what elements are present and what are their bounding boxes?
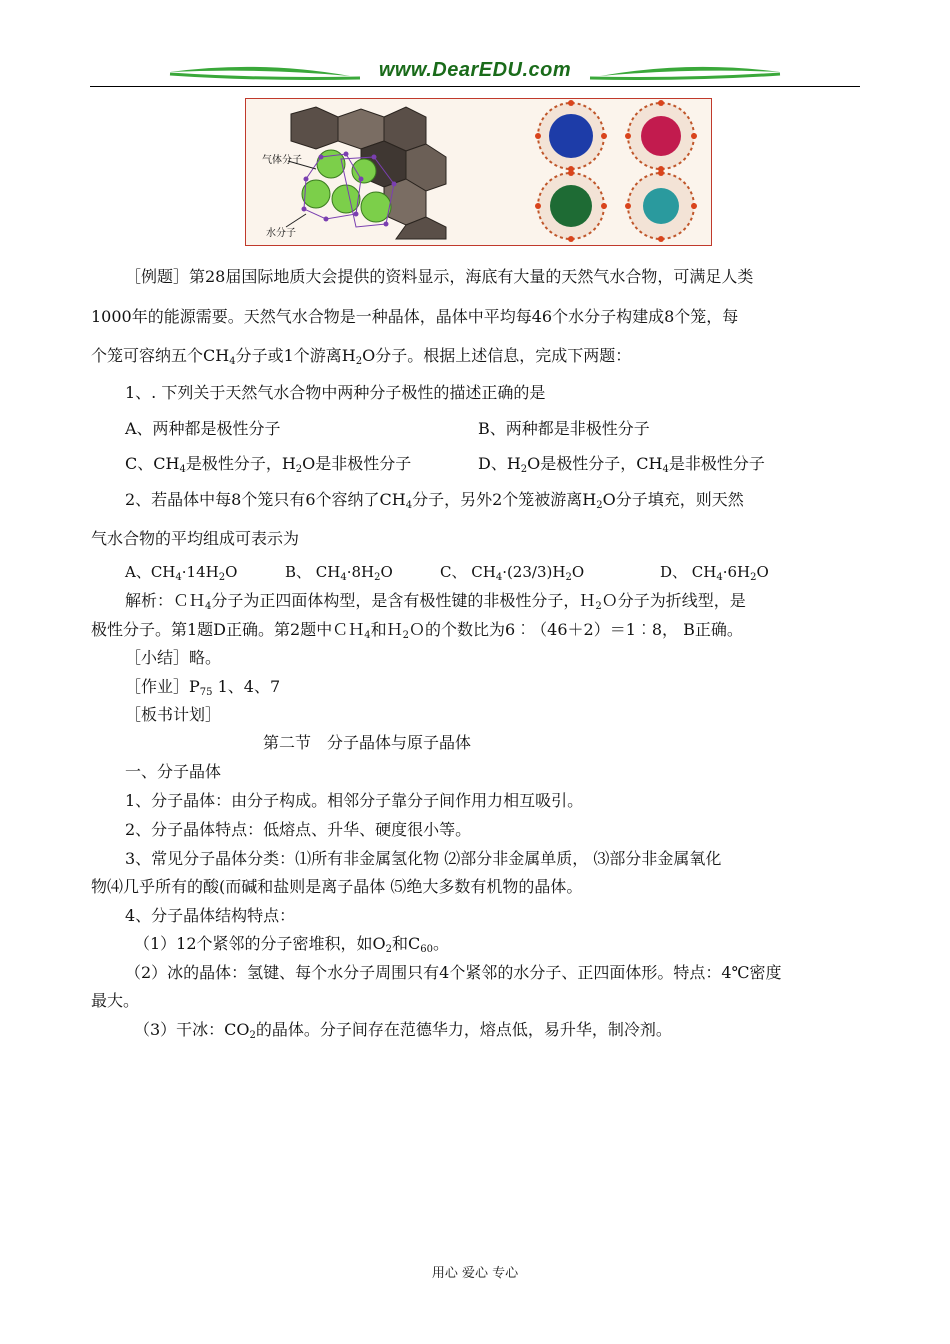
label-water-molecule: 水分子 <box>266 228 296 239</box>
site-logo-text: www.DearEDU.com <box>378 59 572 81</box>
question-1-option-a: A、两种都是极性分子 <box>125 419 281 438</box>
point-4-2-line-2: 最大。 <box>91 991 140 1010</box>
section-title: 第二节 分子晶体与原子晶体 <box>263 733 472 752</box>
question-1-option-d: D、$H_2O$是极性分子，$CH_4$是非极性分子 <box>478 454 765 475</box>
question-2-option-a: A、$CH_4\cdot 14H_2O$ <box>125 563 238 583</box>
board-plan-label: ［板书计划］ <box>125 705 222 724</box>
page-header <box>90 56 860 92</box>
example-line-1: ［例题］第28届国际地质大会提供的资料显示，海底有大量的天然气水合物，可满足人类 <box>125 267 754 286</box>
point-4-2-line-1: （2）冰的晶体：氢键、每个水分子周围只有4个紧邻的水分子、正四面体形。特点：4℃密度 <box>125 963 782 982</box>
header-rule <box>90 86 860 87</box>
subsection-molecular-crystal: 一、分子晶体 <box>125 762 222 781</box>
point-3-line-1: 3、常见分子晶体分类：⑴所有非金属氢化物 ⑵部分非金属单质， ⑶部分非金属氧化 <box>125 849 722 868</box>
figure-illustration <box>246 99 711 245</box>
point-3-line-2: 物⑷几乎所有的酸(而碱和盐则是离子晶体 ⑸绝大多数有机物的晶体。 <box>91 877 583 896</box>
question-1-option-c: C、$CH_4$是极性分子，$H_2O$是非极性分子 <box>125 454 412 475</box>
question-2-line-1: 2、若晶体中每8个笼只有6个容纳了$CH_4$分子，另外2个笼被游离$H_2O$分子填充，则天然 <box>125 490 744 511</box>
question-2-option-c: C、 $CH_4\cdot(23/3)H_2O$ <box>440 563 585 583</box>
label-gas-molecule: 气体分子 <box>262 155 302 166</box>
example-line-3: 个笼可容纳五个$CH_4$分子或1个游离$H_2O$分子。根据上述信息，完成下两题： <box>91 346 632 367</box>
example-line-2: 1000年的能源需要。天然气水合物是一种晶体，晶体中平均每46个水分子构建成8个笼，每 <box>91 307 739 326</box>
point-4: 4、分子晶体结构特点： <box>125 906 296 925</box>
point-2: 2、分子晶体特点：低熔点、升华、硬度很小等。 <box>125 820 472 839</box>
question-1: 1、. 下列关于天然气水合物中两种分子极性的描述正确的是 <box>125 383 546 402</box>
homework-line: ［作业$]P_{75}$ 1、4、7 <box>125 677 281 698</box>
question-2-line-2: 气水合物的平均组成可表示为 <box>91 529 300 548</box>
crystal-structure-figure <box>245 98 712 246</box>
question-2-option-b: B、 $CH_4\cdot 8H_2O$ <box>285 563 393 583</box>
question-1-option-b: B、两种都是非极性分子 <box>478 419 650 438</box>
page-footer: 用心 爱心 专心 <box>431 1266 519 1281</box>
point-4-1: （1）12个紧邻的分子密堆积，如$O_2$和$C_{60}$。 <box>134 934 450 955</box>
summary-line: ［小结］略。 <box>125 648 222 667</box>
analysis-line-2: 极性分子。第1题D正确。第2题中ＣＨ$_4$和Ｈ$_2$Ｏ的个数比为6︰（46＋2）＝1︰8， B正确。 <box>91 620 743 641</box>
question-2-option-d: D、 $CH_4\cdot 6H_2O$ <box>660 563 769 583</box>
analysis-line-1: 解析：ＣＨ$_4$分子为正四面体构型，是含有极性键的非极性分子，Ｈ$_2$Ｏ分子为折线型，是 <box>125 591 746 612</box>
point-1: 1、分子晶体：由分子构成。相邻分子靠分子间作用力相互吸引。 <box>125 791 584 810</box>
point-4-3: （3）干冰：$CO_2$的晶体。分子间存在范德华力，熔点低，易升华，制冷剂。 <box>134 1020 672 1041</box>
